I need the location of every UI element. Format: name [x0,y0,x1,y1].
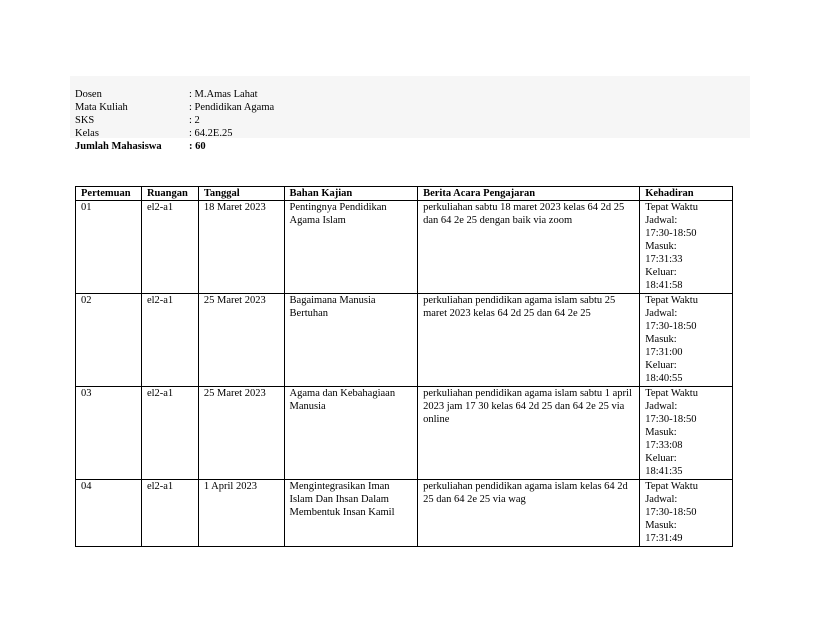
cell-tanggal: 25 Maret 2023 [198,387,284,480]
info-row-jumlah-mahasiswa [75,140,274,153]
check-out-label: Keluar: [645,360,677,371]
table-header-row [76,187,733,201]
info-label: Jumlah Mahasiswa [75,141,162,152]
check-out-time: 18:40:55 [645,373,683,384]
table-row [76,480,733,547]
header-tanggal: Tanggal [198,187,284,201]
info-row-mata-kuliah [75,101,274,114]
info-value: : 64.2E.25 [189,128,233,139]
attendance-status: Tepat Waktu [645,202,698,213]
check-in-label: Masuk: [645,241,677,252]
check-in-time: 17:31:33 [645,254,683,265]
info-label: SKS [75,115,95,126]
info-value: : M.Amas Lahat [189,89,258,100]
info-label: Dosen [75,89,102,100]
table-row [76,387,733,480]
cell-tanggal: 18 Maret 2023 [198,201,284,294]
cell-pertemuan: 02 [76,294,142,387]
check-in-time: 17:33:08 [645,440,683,451]
info-value: : 2 [189,115,200,126]
check-in-label: Masuk: [645,427,677,438]
header-bahan-kajian: Bahan Kajian [284,187,418,201]
header-kehadiran: Kehadiran [640,187,733,201]
header-berita-acara: Berita Acara Pengajaran [418,187,640,201]
info-label: Kelas [75,128,99,139]
table-row [76,294,733,387]
schedule-label: Jadwal: [645,401,678,412]
cell-kehadiran [640,201,733,294]
info-row-kelas [75,127,274,140]
schedule-label: Jadwal: [645,215,678,226]
cell-berita-acara: perkuliahan pendidikan agama islam kelas 64 2d 25 dan 64 2e 25 via wag [418,480,640,547]
schedule-time: 17:30-18:50 [645,507,697,518]
cell-pertemuan: 03 [76,387,142,480]
schedule-label: Jadwal: [645,308,678,319]
cell-tanggal: 1 April 2023 [198,480,284,547]
cell-berita-acara: perkuliahan sabtu 18 maret 2023 kelas 64 2d 25 dan 64 2e 25 dengan baik via zoom [418,201,640,294]
cell-ruangan: el2-a1 [141,480,198,547]
cell-kehadiran [640,480,733,547]
schedule-label: Jadwal: [645,494,678,505]
cell-berita-acara: perkuliahan pendidikan agama islam sabtu 1 april 2023 jam 17 30 kelas 64 2d 25 dan 64 2e 25 via online [418,387,640,480]
cell-tanggal: 25 Maret 2023 [198,294,284,387]
cell-bahan-kajian: Agama dan Kebahagiaan Manusia [284,387,418,480]
info-row-sks [75,114,274,127]
info-value: : Pendidikan Agama [189,102,275,113]
check-out-label: Keluar: [645,453,677,464]
schedule-time: 17:30-18:50 [645,321,697,332]
cell-pertemuan: 04 [76,480,142,547]
check-in-time: 17:31:00 [645,347,683,358]
check-out-label: Keluar: [645,267,677,278]
course-info [75,88,274,153]
cell-bahan-kajian: Mengintegrasikan Iman Islam Dan Ihsan Dalam Membentuk Insan Kamil [284,480,418,547]
cell-bahan-kajian: Bagaimana Manusia Bertuhan [284,294,418,387]
check-in-label: Masuk: [645,520,677,531]
attendance-table [75,186,733,547]
cell-bahan-kajian: Pentingnya Pendidikan Agama Islam [284,201,418,294]
check-in-label: Masuk: [645,334,677,345]
info-label: Mata Kuliah [75,102,128,113]
info-value: : 60 [189,141,206,152]
check-out-time: 18:41:58 [645,280,683,291]
check-out-time: 18:41:35 [645,466,683,477]
table-row [76,201,733,294]
schedule-time: 17:30-18:50 [645,228,697,239]
header-pertemuan: Pertemuan [76,187,142,201]
cell-ruangan: el2-a1 [141,294,198,387]
cell-ruangan: el2-a1 [141,387,198,480]
cell-kehadiran [640,294,733,387]
cell-pertemuan: 01 [76,201,142,294]
info-row-dosen [75,88,274,101]
cell-berita-acara: perkuliahan pendidikan agama islam sabtu 25 maret 2023 kelas 64 2d 25 dan 64 2e 25 [418,294,640,387]
check-in-time: 17:31:49 [645,533,683,544]
attendance-status: Tepat Waktu [645,388,698,399]
cell-ruangan: el2-a1 [141,201,198,294]
attendance-status: Tepat Waktu [645,481,698,492]
attendance-status: Tepat Waktu [645,295,698,306]
schedule-time: 17:30-18:50 [645,414,697,425]
cell-kehadiran [640,387,733,480]
header-ruangan: Ruangan [141,187,198,201]
